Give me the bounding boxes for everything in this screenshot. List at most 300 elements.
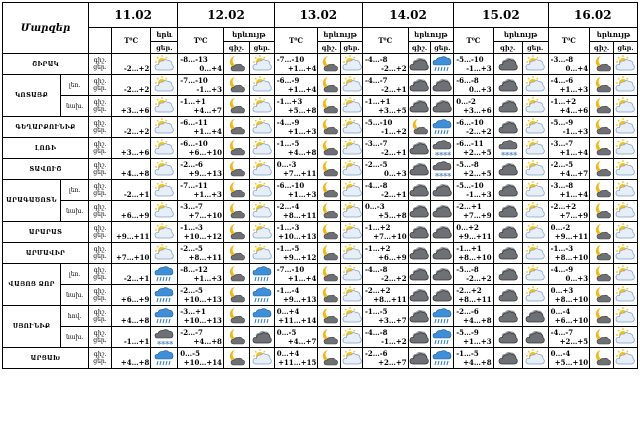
sun-cloud-icon <box>341 201 363 222</box>
day-temperature: -2…+1 <box>381 85 407 94</box>
cloud-dark-icon <box>493 117 522 138</box>
sun-cloud-icon <box>249 243 274 264</box>
day-temperature: +4…+7 <box>193 106 222 115</box>
night-temperature: -5…-9 <box>456 328 479 337</box>
temperature-cell <box>111 264 150 285</box>
temperature-cell <box>362 285 408 306</box>
temperature-cell <box>111 75 150 96</box>
night-header-4: ցեր. <box>522 42 548 54</box>
day-temperature: +4…+8 <box>120 169 150 178</box>
moon-cloud-icon <box>590 348 614 369</box>
moon-cloud-icon <box>590 222 614 243</box>
temperature-cell <box>274 75 318 96</box>
label-night: գիշ. <box>93 267 107 274</box>
night-temperature: -1…+2 <box>364 244 391 253</box>
temp-header-4: T⁰C <box>454 28 493 54</box>
temperature-cell <box>178 96 224 117</box>
sun-cloud-icon <box>249 96 274 117</box>
night-temperature: 0…-3 <box>364 202 385 211</box>
sun-cloud-icon <box>613 327 637 348</box>
temperature-cell <box>548 306 590 327</box>
svg-text:✻: ✻ <box>443 151 448 157</box>
temperature-cell <box>454 54 493 75</box>
temperature-cell <box>111 285 150 306</box>
day-temperature: -1…+2 <box>381 127 407 136</box>
night-temperature: -6…-9 <box>276 76 300 85</box>
table-row <box>3 117 638 138</box>
sun-cloud-icon <box>522 201 548 222</box>
label-night: գիշ. <box>93 246 107 253</box>
period-labels <box>89 285 112 306</box>
moon-cloud-icon <box>223 180 249 201</box>
day-temperature: +1…+4 <box>287 274 317 283</box>
temperature-cell <box>454 180 493 201</box>
cloud-dark-icon <box>493 285 522 306</box>
night-temperature: -6…-10 <box>180 139 208 148</box>
day-header-5: գիշ. <box>590 42 614 54</box>
temperature-cell <box>178 348 224 369</box>
sun-cloud-icon <box>613 159 637 180</box>
sun-cloud-icon <box>341 327 363 348</box>
night-temperature <box>112 202 150 211</box>
temperature-cell <box>178 264 224 285</box>
sun-cloud-icon <box>613 180 637 201</box>
svg-text:✻: ✻ <box>443 172 448 178</box>
moon-cloud-icon <box>318 243 341 264</box>
temperature-cell <box>274 54 318 75</box>
day-temperature: +2…+5 <box>559 337 589 346</box>
night-temperature: -8…-13 <box>180 55 208 64</box>
moon-cloud-icon <box>223 348 249 369</box>
sun-cloud-icon <box>249 75 274 96</box>
cloud-rain-icon <box>151 348 178 369</box>
moon-cloud-icon <box>590 264 614 285</box>
day-temperature: +3…+7 <box>378 316 407 325</box>
moon-cloud-icon <box>223 264 249 285</box>
label-day: ցեր. <box>93 148 107 155</box>
day-temperature: -2…+2 <box>466 127 492 136</box>
night-temperature: -2…-6 <box>180 160 203 169</box>
cloud-dark-icon <box>493 96 522 117</box>
night-temperature: -1…+1 <box>180 97 206 106</box>
temperature-cell <box>178 138 224 159</box>
day-temperature: +1…+4 <box>559 190 589 199</box>
svg-text:✻: ✻ <box>169 340 174 346</box>
temperature-cell <box>454 138 493 159</box>
night-temperature: -3…+1 <box>180 307 206 316</box>
temperature-cell <box>454 159 493 180</box>
label-day: ցեր. <box>93 274 107 281</box>
day-temperature: +5…+8 <box>378 211 407 220</box>
night-header-5: ցեր. <box>613 42 637 54</box>
night-temperature: -6…-11 <box>456 139 484 148</box>
moon-cloud-icon <box>223 201 249 222</box>
temperature-cell <box>274 264 318 285</box>
day-temperature: +3…+6 <box>120 148 150 157</box>
temperature-cell <box>362 96 408 117</box>
night-temperature: -4…-8 <box>364 328 388 337</box>
subregion-name: նախ. <box>61 285 89 306</box>
day-temperature: +1…+4 <box>559 148 589 157</box>
svg-text:✻: ✻ <box>447 172 452 178</box>
moon-cloud-icon <box>223 117 249 138</box>
day-temperature: +8…+11 <box>373 295 407 304</box>
moon-cloud-icon <box>318 285 341 306</box>
temperature-cell <box>548 222 590 243</box>
night-temperature: -3…-7 <box>364 139 388 148</box>
cloud-dark-icon <box>408 306 431 327</box>
label-day: ցեր. <box>93 295 107 302</box>
temperature-cell <box>362 117 408 138</box>
sun-cloud-icon <box>249 201 274 222</box>
label-day: ցեր. <box>93 232 107 239</box>
period-labels <box>89 264 112 285</box>
night-temperature: -7…-11 <box>180 181 208 190</box>
cloud-dark-icon <box>431 222 454 243</box>
region-name: ԱՐԱԳԱԾՈՏՆ <box>3 180 61 222</box>
temperature-cell <box>548 243 590 264</box>
moon-cloud-icon <box>223 75 249 96</box>
day-temperature: 0…+3 <box>565 274 589 283</box>
cloud-dark-icon <box>408 159 431 180</box>
sun-cloud-icon <box>151 222 178 243</box>
day-temperature: +3…+6 <box>120 106 150 115</box>
sun-cloud-icon <box>522 138 548 159</box>
day-temperature: +6…+9 <box>378 253 407 262</box>
night-temperature: -2…-5 <box>550 160 574 169</box>
day-temperature: +4…+8 <box>120 316 150 325</box>
night-temperature: -1…+2 <box>550 97 577 106</box>
night-temperature <box>112 244 150 253</box>
night-temperature: -2…+2 <box>550 202 577 211</box>
svg-text:✻: ✻ <box>157 340 162 346</box>
cloud-dark-icon <box>408 75 431 96</box>
cloud-dark-icon <box>493 306 522 327</box>
day-temperature: +7…+10 <box>188 211 222 220</box>
table-row <box>3 222 638 243</box>
sun-cloud-icon <box>151 117 178 138</box>
day-temperature: 0…+3 <box>383 169 407 178</box>
night-temperature <box>112 181 150 190</box>
cloud-dark-icon <box>408 348 431 369</box>
night-temperature: -4…-7 <box>364 76 388 85</box>
day-temperature: +4…+6 <box>559 106 589 115</box>
temperature-cell <box>178 117 224 138</box>
moon-cloud-icon <box>408 117 431 138</box>
day-temperature: -1…+3 <box>466 64 492 73</box>
table-row <box>3 201 638 222</box>
cloud-dark-icon <box>493 264 522 285</box>
period-labels <box>89 306 112 327</box>
night-temperature: -2…-6 <box>364 349 388 358</box>
night-temperature: -2…-6 <box>456 307 479 316</box>
moon-cloud-icon <box>318 327 341 348</box>
moon-cloud-icon <box>223 243 249 264</box>
svg-text:✻: ✻ <box>447 151 452 157</box>
night-temperature: -7…-10 <box>276 55 305 64</box>
sun-cloud-icon <box>151 138 178 159</box>
date-header-5: 16.02 <box>548 3 637 28</box>
temperature-cell <box>178 243 224 264</box>
label-night: գիշ. <box>93 78 107 85</box>
moon-cloud-icon <box>590 306 614 327</box>
day-temperature: +2…+5 <box>463 148 492 157</box>
temperature-cell <box>178 180 224 201</box>
regions-header: Մարզեր <box>3 3 89 54</box>
temperature-cell <box>178 159 224 180</box>
region-name: ԳԵՂԱՐՔՈՒՆԻՔ <box>3 117 89 138</box>
temperature-cell <box>274 159 318 180</box>
day-temperature: +8…+10 <box>458 253 492 262</box>
day-temperature: +4…+7 <box>287 337 317 346</box>
label-day: ցեր. <box>93 190 107 197</box>
weather-forecast-table <box>2 2 638 369</box>
svg-text:✻: ✻ <box>504 151 509 157</box>
cloud-rain-icon <box>249 285 274 306</box>
moon-cloud-icon <box>318 306 341 327</box>
day-temperature: 0…+4 <box>199 64 222 73</box>
temperature-cell <box>548 327 590 348</box>
night-temperature: -6…-8 <box>456 76 479 85</box>
moon-cloud-icon <box>318 138 341 159</box>
day-temperature: +1…+3 <box>193 274 222 283</box>
region-name: ԿՈՏԱՅՔ <box>3 75 61 117</box>
temperature-cell <box>362 54 408 75</box>
cloud-dark-icon <box>431 180 454 201</box>
moon-cloud-icon <box>318 180 341 201</box>
phenomenon-header-2: երևույթ <box>318 28 363 42</box>
period-labels <box>89 117 112 138</box>
temperature-cell <box>274 348 318 369</box>
day-temperature: -1…+1 <box>123 337 150 346</box>
sun-cloud-icon <box>151 201 178 222</box>
day-temperature: +9…+13 <box>283 295 317 304</box>
phenomenon-header-5: երևույթ <box>590 28 638 42</box>
night-temperature: -1…-3 <box>276 223 300 232</box>
day-header-1: գիշ. <box>223 42 249 54</box>
day-temperature: +10…+13 <box>183 316 222 325</box>
temperature-cell <box>454 285 493 306</box>
day-header-4: գիշ. <box>493 42 522 54</box>
moon-cloud-icon <box>223 54 249 75</box>
night-temperature: -5…-10 <box>456 55 484 64</box>
day-temperature: +6…+10 <box>554 316 589 325</box>
sun-cloud-icon <box>151 75 178 96</box>
temperature-cell <box>274 327 318 348</box>
svg-text:✻: ✻ <box>439 151 444 157</box>
cloud-dark-icon <box>408 138 431 159</box>
moon-cloud-icon <box>590 285 614 306</box>
temperature-cell <box>454 243 493 264</box>
temperature-cell <box>111 138 150 159</box>
temperature-cell <box>111 180 150 201</box>
night-temperature: -1…-3 <box>180 223 203 232</box>
sun-cloud-icon <box>249 117 274 138</box>
cloud-dark-icon <box>408 222 431 243</box>
cloud-dark-icon <box>431 285 454 306</box>
subregion-name: նախ. <box>61 327 89 348</box>
sun-cloud-icon <box>151 180 178 201</box>
sun-cloud-icon <box>249 159 274 180</box>
temperature-cell <box>548 159 590 180</box>
moon-cloud-icon <box>590 243 614 264</box>
temperature-cell <box>454 264 493 285</box>
label-night: գիշ. <box>93 141 107 148</box>
temperature-cell <box>362 159 408 180</box>
table-row <box>3 306 638 327</box>
night-temperature: -2…-5 <box>180 244 203 253</box>
sun-cloud-icon <box>613 75 637 96</box>
temperature-cell <box>362 348 408 369</box>
temperature-cell <box>178 54 224 75</box>
cloud-rain-icon <box>431 54 454 75</box>
night-temperature <box>112 160 150 169</box>
table-row <box>3 75 638 96</box>
cloud-dark-icon <box>408 327 431 348</box>
sun-cloud-icon <box>341 222 363 243</box>
day-temperature: +7…+9 <box>463 211 492 220</box>
moon-cloud-icon <box>223 138 249 159</box>
cloud-dark-icon <box>408 96 431 117</box>
day-temperature: +9…+13 <box>188 169 222 178</box>
label-day: ցեր. <box>93 127 107 134</box>
day-temperature: +4…+8 <box>287 148 317 157</box>
subregion-name: նախ. <box>61 96 89 117</box>
day-temperature: +10…+13 <box>278 232 317 241</box>
sun-cloud-icon <box>613 264 637 285</box>
day-temperature: -2…+1 <box>123 274 150 283</box>
temperature-cell <box>111 306 150 327</box>
sun-cloud-icon <box>613 201 637 222</box>
night-temperature <box>112 223 150 232</box>
label-night: գիշ. <box>93 288 107 295</box>
sun-cloud-icon <box>613 96 637 117</box>
cloud-dark-icon <box>431 243 454 264</box>
cloud-dark-icon <box>249 327 274 348</box>
sun-cloud-icon <box>249 222 274 243</box>
temperature-cell <box>178 327 224 348</box>
sun-cloud-icon <box>613 54 637 75</box>
temperature-cell <box>274 243 318 264</box>
period-labels <box>89 348 112 369</box>
label-night: գիշ. <box>93 183 107 190</box>
temperature-cell <box>274 306 318 327</box>
cloud-rain-icon <box>249 306 274 327</box>
sun-cloud-icon <box>151 243 178 264</box>
cloud-dark-icon <box>493 159 522 180</box>
cloud-dark-icon <box>408 54 431 75</box>
period-labels <box>89 159 112 180</box>
region-name: ՇԻՐԱԿ <box>3 54 89 75</box>
region-name: ՍՅՈՒՆԻՔ <box>3 306 61 348</box>
label-column-header <box>89 28 112 54</box>
night-temperature: -1…+2 <box>364 223 391 232</box>
night-temperature <box>112 265 150 274</box>
day-header-2: գիշ. <box>318 42 341 54</box>
label-night: գիշ. <box>93 309 107 316</box>
date-header-2: 13.02 <box>274 3 362 28</box>
moon-cloud-icon <box>223 96 249 117</box>
moon-cloud-icon <box>590 159 614 180</box>
day-temperature: +2…+7 <box>378 358 407 367</box>
sun-cloud-icon <box>522 54 548 75</box>
night-temperature <box>112 139 150 148</box>
day-temperature: 0…+4 <box>565 64 589 73</box>
temperature-cell <box>454 348 493 369</box>
night-temperature: -5…-8 <box>456 160 479 169</box>
day-temperature: -2…+2 <box>123 64 150 73</box>
label-day: ցեր. <box>93 85 107 92</box>
temperature-cell <box>362 264 408 285</box>
night-temperature: -4…-8 <box>364 55 388 64</box>
day-temperature: +10…+14 <box>183 358 222 367</box>
temperature-cell <box>178 306 224 327</box>
night-temperature: -3…-7 <box>180 202 203 211</box>
temperature-cell <box>362 201 408 222</box>
period-labels <box>89 138 112 159</box>
sun-cloud-icon <box>341 180 363 201</box>
day-temperature: -2…+2 <box>381 274 407 283</box>
svg-text:✻: ✻ <box>500 151 505 157</box>
subregion-name: լեռ. <box>61 180 89 201</box>
day-temperature: +7…+10 <box>373 232 407 241</box>
night-temperature: -2…-5 <box>180 286 203 295</box>
day-temperature: -1…+3 <box>562 127 589 136</box>
moon-cloud-icon <box>590 54 614 75</box>
day-header-3: գիշ. <box>408 42 431 54</box>
night-temperature: -2…+1 <box>456 202 482 211</box>
day-temperature: +8…+11 <box>283 211 317 220</box>
day-temperature: +2…+5 <box>463 169 492 178</box>
night-temperature: -3…-8 <box>550 181 574 190</box>
region-name: ԱՐՄԱՎԻՐ <box>3 243 89 264</box>
night-temperature: -3…-7 <box>550 139 574 148</box>
night-temperature: -2…-5 <box>364 160 388 169</box>
moon-cloud-icon <box>223 327 249 348</box>
temperature-cell <box>454 306 493 327</box>
day-temperature: +9…+11 <box>115 232 150 241</box>
moon-cloud-icon <box>318 159 341 180</box>
temp-header-0: T⁰C <box>111 28 150 54</box>
cloud-rain-icon <box>151 306 178 327</box>
phenomenon-header-0: երև <box>151 28 178 42</box>
sun-cloud-icon <box>341 264 363 285</box>
svg-text:✻: ✻ <box>508 151 513 157</box>
temperature-cell <box>274 96 318 117</box>
night-temperature <box>112 97 150 106</box>
sun-cloud-icon <box>341 285 363 306</box>
day-temperature: +4…+7 <box>559 169 589 178</box>
temperature-cell <box>362 306 408 327</box>
sun-cloud-icon <box>341 75 363 96</box>
svg-text:✻: ✻ <box>165 340 170 346</box>
date-header-0: 11.02 <box>89 3 178 28</box>
day-temperature: +9…+11 <box>458 232 492 241</box>
night-header-1: ցեր. <box>249 42 274 54</box>
label-night: գիշ. <box>93 225 107 232</box>
label-night: գիշ. <box>93 204 107 211</box>
period-labels <box>89 243 112 264</box>
day-temperature: +4…+8 <box>463 316 492 325</box>
day-temperature: +1…+3 <box>559 85 589 94</box>
night-temperature: -2…+2 <box>456 286 482 295</box>
sun-cloud-icon <box>613 243 637 264</box>
cloud-dark-icon <box>493 348 522 369</box>
temp-header-3: T⁰C <box>362 28 408 54</box>
sun-cloud-icon <box>151 159 178 180</box>
temperature-cell <box>454 75 493 96</box>
sun-cloud-icon <box>341 96 363 117</box>
